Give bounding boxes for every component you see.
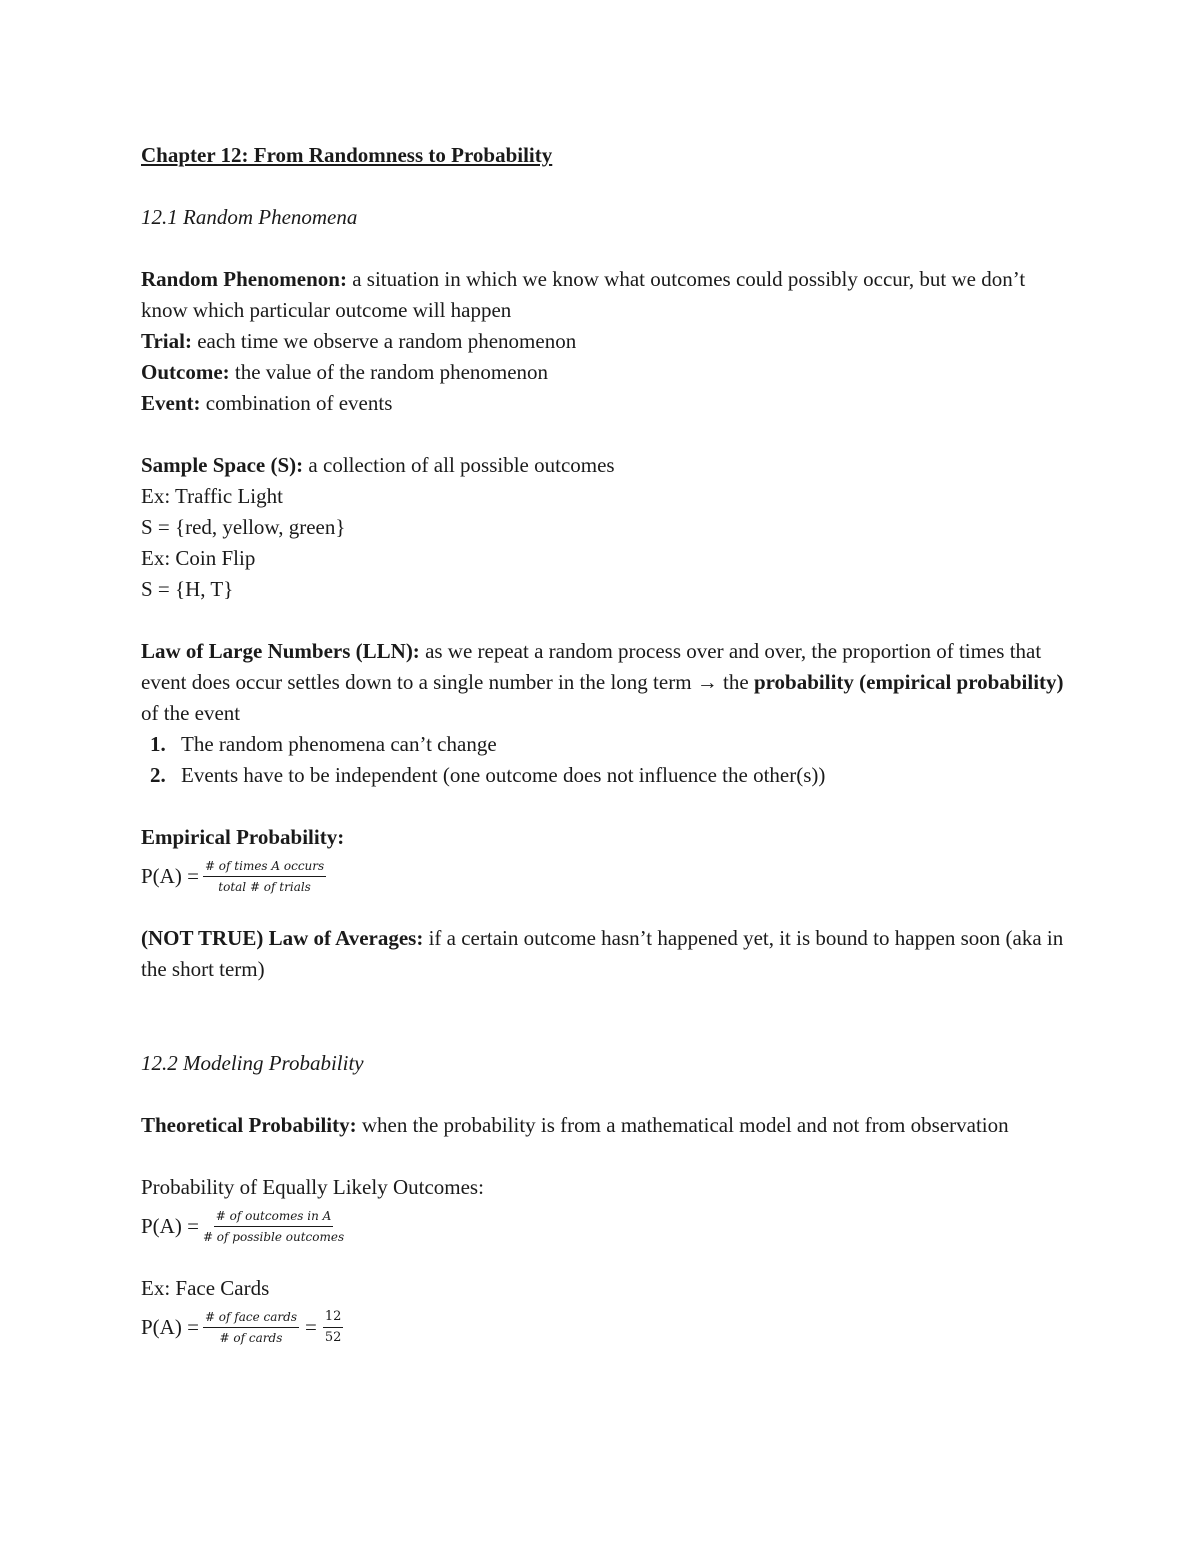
lln-conditions-list: [141, 729, 1071, 791]
denominator: total # of trials: [218, 879, 311, 894]
denominator: # of possible outcomes: [202, 1229, 345, 1244]
example-line: Ex: Coin Flip: [141, 546, 256, 570]
empirical-probability-heading: [141, 822, 1071, 853]
face-cards-label: Ex: Face Cards: [141, 1276, 270, 1300]
definition-text: if a certain outcome hasn’t happened yet, it is bound to happen soon (aka in the short term): [141, 926, 1064, 981]
example-line: S = {red, yellow, green}: [141, 515, 346, 539]
definition-outcome: [141, 357, 1071, 388]
formula-lhs: P(A) =: [141, 863, 199, 888]
definition-random-phenomenon: [141, 264, 1071, 326]
list-item: 1. The random phenomena can’t change: [171, 729, 1071, 760]
term: (NOT TRUE) Law of Averages:: [141, 926, 424, 950]
definition-sample-space: [141, 450, 1071, 481]
equally-likely-label: Probability of Equally Likely Outcomes:: [141, 1175, 484, 1199]
formula-lhs: P(A) =: [141, 1314, 199, 1339]
example-line: Ex: Traffic Light: [141, 484, 283, 508]
term: Trial:: [141, 329, 192, 353]
definition-text: combination of events: [200, 391, 393, 415]
denominator: # of cards: [219, 1330, 283, 1345]
section-heading-12-2: 12.2 Modeling Probability: [141, 1051, 364, 1075]
term: Event:: [141, 391, 201, 415]
example-line: S = {H, T}: [141, 577, 234, 601]
denominator: 52: [324, 1329, 342, 1345]
fraction: [203, 859, 326, 894]
notes-content: [141, 140, 1071, 1352]
term: Empirical Probability:: [141, 825, 345, 849]
definition-tail: of the event: [141, 701, 241, 725]
definition-text: as we repeat a random process over and over, the proportion of times that event does occur settles down to a single number in the long term → the: [141, 639, 1042, 694]
term: Theoretical Probability:: [141, 1113, 357, 1137]
definition-text: a situation in which we know what outcomes could possibly occur, but we don’t know which particular outcome will happen: [141, 267, 1026, 322]
list-item: 2. Events have to be independent (one outcome does not influence the other(s)): [171, 760, 1071, 791]
face-cards-formula: [141, 1302, 1071, 1352]
numerator: # of outcomes in A: [214, 1209, 334, 1227]
definition-trial: [141, 326, 1071, 357]
numerator: 12: [323, 1310, 344, 1328]
definition-law-of-large-numbers: [141, 636, 1071, 729]
term: Law of Large Numbers (LLN):: [141, 639, 420, 663]
equally-likely-formula: [141, 1201, 1071, 1251]
definition-law-of-averages: [141, 923, 1071, 985]
formula-lhs: P(A) =: [141, 1213, 199, 1238]
chapter-title: Chapter 12: From Randomness to Probability: [141, 143, 553, 167]
numerator: # of face cards: [203, 1310, 299, 1328]
term: Outcome:: [141, 360, 230, 384]
definition-text: the value of the random phenomenon: [229, 360, 549, 384]
empirical-probability-formula: [141, 851, 1071, 901]
fraction: [203, 1310, 299, 1345]
definition-text: each time we observe a random phenomenon: [191, 329, 577, 353]
fraction-result: [323, 1310, 344, 1345]
definition-theoretical-probability: [141, 1110, 1071, 1141]
fraction: [203, 1209, 344, 1244]
numerator: # of times A occurs: [203, 859, 326, 877]
term: Sample Space (S):: [141, 453, 304, 477]
term: Random Phenomenon:: [141, 267, 347, 291]
definition-text: when the probability is from a mathematical model and not from observation: [356, 1113, 1009, 1137]
section-heading-12-1: 12.1 Random Phenomena: [141, 205, 358, 229]
bold-phrase: probability (empirical probability): [753, 670, 1064, 694]
equals-sign: =: [304, 1314, 317, 1339]
definition-event: [141, 388, 1071, 419]
definition-text: a collection of all possible outcomes: [303, 453, 615, 477]
